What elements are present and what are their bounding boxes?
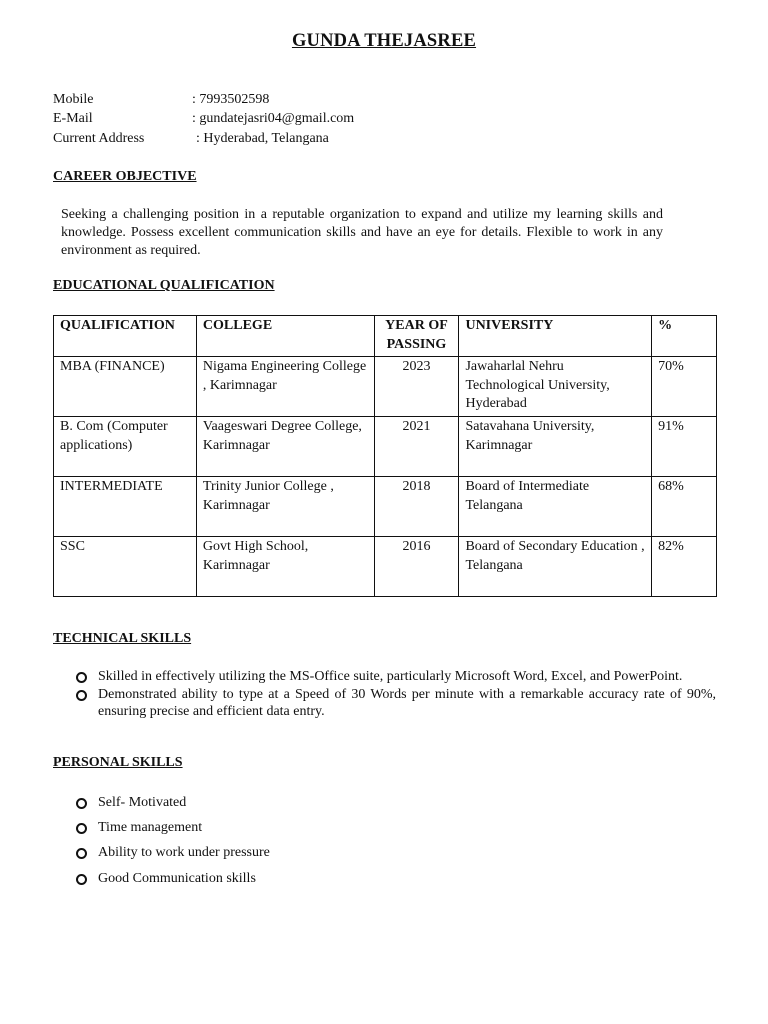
table-row	[54, 477, 717, 537]
hollow-circle-bullet-icon	[76, 848, 87, 859]
table-row	[54, 537, 717, 597]
technical-skill-text: Demonstrated ability to type at a Speed of 30 Words per minute with a remarkable accuracy rate of 90%, ensuring precise and efficient data entry.	[98, 686, 716, 719]
list-item	[53, 686, 716, 721]
address-label: Current Address	[53, 131, 145, 146]
hollow-circle-bullet-icon	[76, 672, 87, 683]
column-header: %	[652, 316, 717, 357]
college-cell: Nigama Engineering College , Karimnagar	[196, 357, 374, 417]
table-row	[54, 417, 717, 477]
list-item	[53, 819, 453, 837]
year-cell: 2018	[374, 477, 459, 537]
personal-skill-text: Self- Motivated	[98, 795, 187, 810]
qualification-cell: SSC	[54, 537, 197, 597]
table-row	[54, 357, 717, 417]
university-cell: Satavahana University, Karimnagar	[459, 417, 652, 477]
list-item	[53, 870, 453, 888]
technical-skills-heading: TECHNICAL SKILLS	[53, 631, 192, 646]
year-cell: 2021	[374, 417, 459, 477]
personal-skills-list	[53, 794, 453, 895]
percentage-cell: 68%	[652, 477, 717, 537]
college-cell: Govt High School, Karimnagar	[196, 537, 374, 597]
mobile-label: Mobile	[53, 92, 94, 107]
personal-skill-text: Good Communication skills	[98, 870, 256, 886]
list-item	[53, 844, 453, 862]
table-header-row	[54, 316, 717, 357]
education-heading: EDUCATIONAL QUALIFICATION	[53, 278, 275, 293]
list-item	[53, 794, 453, 812]
email-label: E-Mail	[53, 111, 93, 126]
university-cell: Board of Secondary Education , Telangana	[459, 537, 652, 597]
career-objective-text: Seeking a challenging position in a reputable organization to expand and utilize my learning skills and knowledge. Possess excellent communication skills and have an eye for details. Flexible to work in any environment as required.	[61, 207, 663, 258]
percentage-cell: 82%	[652, 537, 717, 597]
qualification-cell: MBA (FINANCE)	[54, 357, 197, 417]
technical-skill-text: Skilled in effectively utilizing the MS-Office suite, particularly Microsoft Word, Excel, and PowerPoint.	[98, 669, 683, 684]
personal-skill-text: Time management	[98, 820, 203, 836]
hollow-circle-bullet-icon	[76, 823, 87, 834]
candidate-name: GUNDA THEJASREE	[291, 31, 477, 51]
college-cell: Vaageswari Degree College, Karimnagar	[196, 417, 374, 477]
address-value: : Hyderabad, Telangana	[196, 131, 329, 146]
hollow-circle-bullet-icon	[76, 874, 87, 885]
college-cell: Trinity Junior College , Karimnagar	[196, 477, 374, 537]
university-cell: Board of Intermediate Telangana	[459, 477, 652, 537]
column-header: YEAR OF PASSING	[374, 316, 459, 357]
university-cell: Jawaharlal Nehru Technological University, Hyderabad	[459, 357, 652, 417]
education-table	[53, 315, 717, 597]
column-header: QUALIFICATION	[54, 316, 197, 357]
percentage-cell: 70%	[652, 357, 717, 417]
personal-skills-heading: PERSONAL SKILLS	[53, 755, 183, 770]
list-item	[53, 668, 716, 686]
email-value: : gundatejasri04@gmail.com	[192, 111, 355, 126]
mobile-value: : 7993502598	[192, 92, 270, 107]
personal-skill-text: Ability to work under pressure	[98, 845, 270, 861]
hollow-circle-bullet-icon	[76, 798, 87, 809]
qualification-cell: INTERMEDIATE	[54, 477, 197, 537]
column-header: UNIVERSITY	[459, 316, 652, 357]
qualification-cell: B. Com (Computer applications)	[54, 417, 197, 477]
column-header: COLLEGE	[196, 316, 374, 357]
hollow-circle-bullet-icon	[76, 690, 87, 701]
percentage-cell: 91%	[652, 417, 717, 477]
year-cell: 2016	[374, 537, 459, 597]
year-cell: 2023	[374, 357, 459, 417]
technical-skills-list	[53, 668, 716, 721]
career-objective-heading: CAREER OBJECTIVE	[53, 169, 197, 184]
